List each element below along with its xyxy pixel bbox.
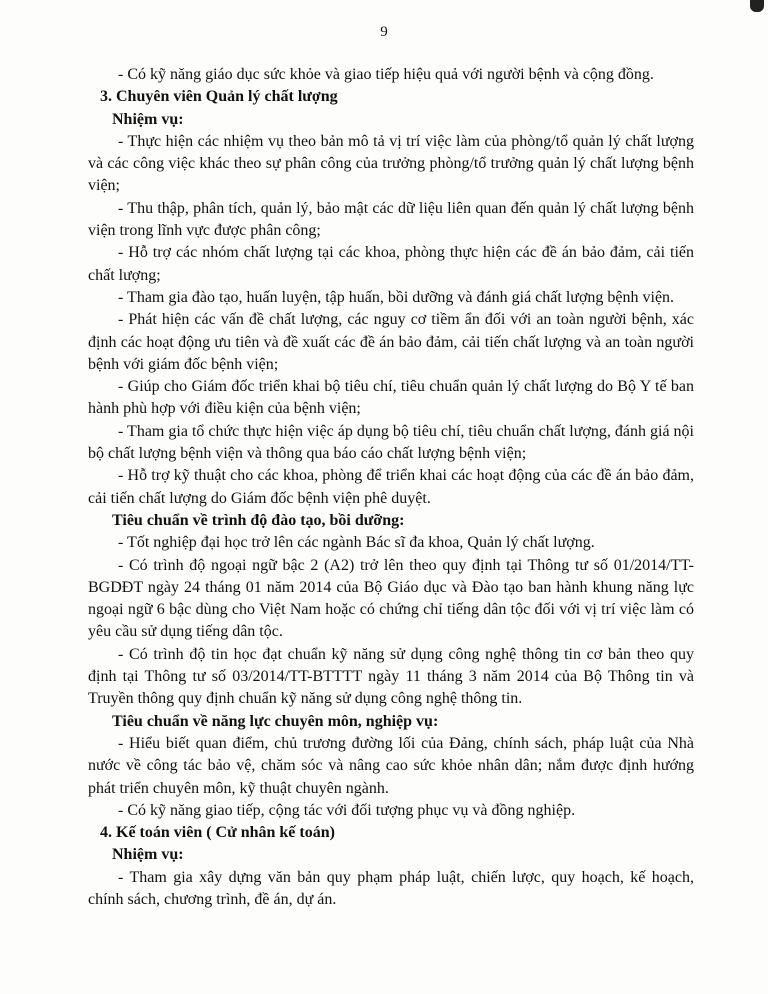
subsection-heading: Nhiệm vụ:: [112, 110, 184, 128]
subsection-heading: Tiêu chuẩn về trình độ đào tạo, bồi dưỡng:: [112, 511, 405, 529]
page-number: 9: [380, 24, 388, 40]
paragraph: - Thu thập, phân tích, quản lý, bảo mật các dữ liệu liên quan đến quản lý chất lượng bệnh viện trong lĩnh vực được phân công;: [88, 199, 694, 240]
section-heading: 3. Chuyên viên Quản lý chất lượng: [100, 88, 338, 106]
paragraph: - Giúp cho Giám đốc triển khai bộ tiêu chí, tiêu chuẩn quản lý chất lượng do Bộ Y tế ban hành phù hợp với điều kiện của bệnh viện;: [88, 378, 694, 418]
subsection-heading: Tiêu chuẩn về năng lực chuyên môn, nghiệp vụ:: [112, 712, 439, 730]
paragraph: - Có trình độ tin học đạt chuẩn kỹ năng sử dụng công nghệ thông tin cơ bản theo quy định tại Thông tư số 03/2014/TT-BTTTT ngày 11 tháng 3 năm 2014 của Bộ Thông tin và Truyền thông quy định chuẩn kỹ năng sử dụng công nghệ thông tin.: [88, 645, 694, 708]
section-heading: 4. Kế toán viên ( Cử nhân kế toán): [100, 824, 335, 842]
paragraph: - Tham gia xây dựng văn bản quy phạm pháp luật, chiến lược, quy hoạch, kế hoạch, chính sách, chương trình, đề án, dự án.: [88, 868, 694, 908]
paragraph: - Tham gia tổ chức thực hiện việc áp dụng bộ tiêu chí, tiêu chuẩn chất lượng, đánh giá nội bộ chất lượng bệnh viện và thông qua báo cáo chất lượng bệnh viện;: [88, 422, 694, 463]
paragraph: - Tham gia đào tạo, huấn luyện, tập huấn, bồi dưỡng và đánh giá chất lượng bệnh viện.: [118, 288, 675, 306]
paragraph: - Thực hiện các nhiệm vụ theo bản mô tả vị trí việc làm của phòng/tổ quản lý chất lượng và các công việc khác theo sự phân công của trưởng phòng/tổ trưởng quản lý chất lượng bệnh viện;: [88, 132, 694, 195]
scan-corner-mark: [750, 0, 764, 12]
paragraph: - Phát hiện các vấn đề chất lượng, các nguy cơ tiềm ẩn đối với an toàn người bệnh, xác định các hoạt động ưu tiên và đề xuất các đề án bảo đảm, cải tiến chất lượng và an toàn người bệnh với giám đốc bệnh viện;: [88, 311, 694, 373]
subsection-heading: Nhiệm vụ:: [112, 846, 184, 864]
document-body: [88, 64, 694, 911]
paragraph: - Có kỹ năng giao tiếp, cộng tác với đối tượng phục vụ và đồng nghiệp.: [118, 801, 576, 819]
paragraph: - Hỗ trợ kỹ thuật cho các khoa, phòng để triển khai các hoạt động của các đề án bảo đảm, cải tiến chất lượng do Giám đốc bệnh viện phê duyệt.: [88, 467, 694, 507]
paragraph: - Tốt nghiệp đại học trở lên các ngành Bác sĩ đa khoa, Quản lý chất lượng.: [118, 534, 595, 552]
paragraph: - Hiểu biết quan điểm, chủ trương đường lối của Đảng, chính sách, pháp luật của Nhà nước về công tác bảo vệ, chăm sóc và nâng cao sức khỏe nhân dân; nắm được định hướng phát triển chuyên môn, kỹ thuật chuyên ngành.: [88, 734, 694, 797]
paragraph: - Hỗ trợ các nhóm chất lượng tại các khoa, phòng thực hiện các đề án bảo đảm, cải tiến chất lượng;: [88, 244, 694, 284]
paragraph: - Có trình độ ngoại ngữ bậc 2 (A2) trở lên theo quy định tại Thông tư số 01/2014/TT-BGDĐT ngày 24 tháng 01 năm 2014 của Bộ Giáo dục và Đào tạo ban hành khung năng lực ngoại ngữ 6 bậc dùng cho Việt Nam hoặc có chứng chỉ tiếng dân tộc đối với vị trí việc làm có yêu cầu sử dụng tiếng dân tộc.: [88, 556, 694, 641]
paragraph: - Có kỹ năng giáo dục sức khỏe và giao tiếp hiệu quả với người bệnh và cộng đồng.: [118, 66, 654, 83]
